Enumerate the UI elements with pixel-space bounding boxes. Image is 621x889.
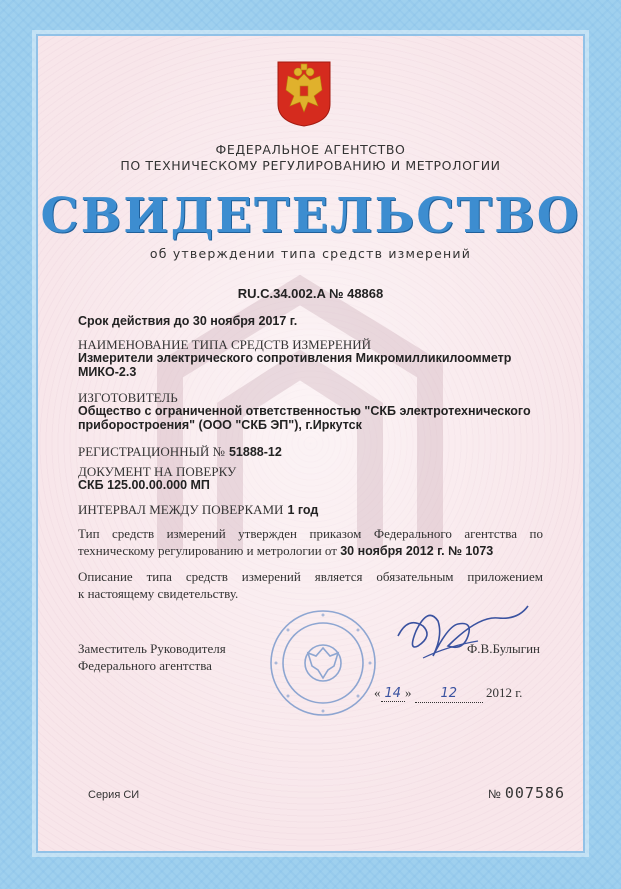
- interval-row: [78, 501, 318, 519]
- certificate-number: RU.C.34.002.A № 48868: [237, 286, 384, 301]
- handwritten-signature: [378, 596, 548, 676]
- verification-doc-label: ДОКУМЕНТ НА ПОВЕРКУ: [78, 464, 237, 479]
- approval-line2: [78, 542, 543, 560]
- document-subtitle: об утверждении типа средств измерений: [149, 246, 472, 261]
- type-name-line1: Измерители электрического сопротивления Микромилликилоомметр: [78, 351, 512, 365]
- signer-position-line2: Федерального агентства: [78, 658, 212, 673]
- verification-doc-value: СКБ 125.00.00.000 МП: [78, 478, 210, 492]
- serial-number: 007586: [504, 784, 566, 802]
- registration-row: [78, 443, 282, 461]
- approval-paragraph: [78, 525, 543, 560]
- agency-name-line2: ПО ТЕХНИЧЕСКОМУ РЕГУЛИРОВАНИЮ И МЕТРОЛОГИИ: [120, 158, 501, 173]
- registration-value: 51888-12: [228, 445, 282, 459]
- approval-line1: Тип средств измерений утвержден приказом Федерального агентства по: [78, 526, 543, 541]
- registration-label: РЕГИСТРАЦИОННЫЙ №: [78, 444, 225, 459]
- signing-date: « 14 » 12 2012 г.: [374, 685, 523, 701]
- signing-date-month: 12: [415, 685, 483, 703]
- agency-name-line1: ФЕДЕРАЛЬНОЕ АГЕНТСТВО: [215, 142, 406, 157]
- manufacturer-line1: Общество с ограниченной ответственностью "СКБ электротехнического: [78, 404, 531, 418]
- validity-row: [78, 314, 297, 328]
- serial-number-row: [488, 784, 565, 803]
- description-line2: к настоящему свидетельству.: [78, 586, 239, 601]
- serial-prefix: №: [488, 787, 501, 801]
- signer-position-line1: Заместитель Руководителя: [78, 641, 226, 656]
- series-label: Серия СИ: [88, 789, 140, 801]
- russian-coat-of-arms-icon: [276, 60, 332, 128]
- manufacturer-line2: приборостроения" (ООО "СКБ ЭП"), г.Иркутск: [78, 418, 362, 432]
- validity-label: Срок действия до: [78, 314, 190, 328]
- manufacturer-label: ИЗГОТОВИТЕЛЬ: [78, 390, 178, 405]
- validity-date: 30 ноября 2017 г.: [192, 314, 298, 328]
- signing-date-day: 14: [381, 686, 406, 702]
- interval-label: ИНТЕРВАЛ МЕЖДУ ПОВЕРКАМИ: [78, 502, 284, 517]
- description-line1: Описание типа средств измерений является обязательным приложением: [78, 569, 543, 584]
- signer-name: Ф.В.Булыгин: [467, 641, 540, 656]
- official-seal-icon: [268, 608, 378, 718]
- type-name-label: НАИМЕНОВАНИЕ ТИПА СРЕДСТВ ИЗМЕРЕНИЙ: [78, 337, 371, 352]
- approval-date: 30 ноября 2012 г. № 1073: [340, 544, 494, 558]
- approval-line2-text: техническому регулированию и метрологии от: [78, 543, 337, 558]
- signer-position: [78, 640, 226, 674]
- signing-date-year: 2012 г.: [486, 685, 523, 700]
- interval-value: 1 год: [287, 503, 319, 517]
- document-title: СВИДЕТЕЛЬСТВО: [40, 188, 581, 244]
- type-name-line2: МИКО-2.3: [78, 365, 137, 379]
